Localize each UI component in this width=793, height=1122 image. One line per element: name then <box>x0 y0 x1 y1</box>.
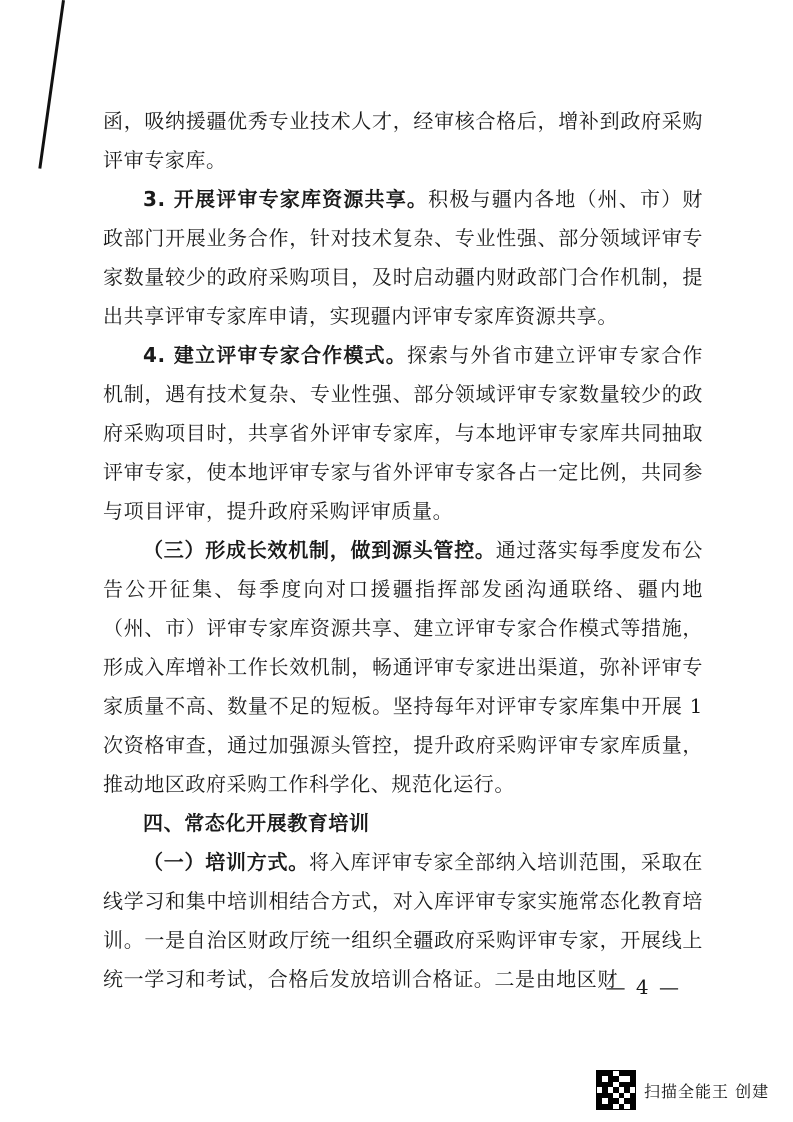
paragraph-heading: 3. 开展评审专家库资源共享。 <box>143 187 429 211</box>
paragraph-long-term-mechanism <box>103 531 703 804</box>
paragraph-heading: （一）培训方式。 <box>143 850 309 874</box>
paragraph-heading: 4. 建立评审专家合作模式。 <box>143 343 407 367</box>
paragraph-text: 积极与疆内各地（州、市）财政部门开展业务合作，针对技术复杂、专业性强、部分领域评审专家数量较少的政府采购项目，及时启动疆内财政部门合作机制，提出共享评审专家库申请，实现疆内评审专家库资源共享。 <box>103 187 703 328</box>
scan-edge-line <box>38 0 65 169</box>
paragraph-resource-sharing <box>103 180 703 336</box>
watermark-label: 扫描全能王 创建 <box>644 1081 770 1101</box>
document-body <box>103 102 703 999</box>
paragraph-text: 函，吸纳援疆优秀专业技术人才，经审核合格后，增补到政府采购评审专家库。 <box>103 109 703 172</box>
scanner-watermark <box>596 1070 769 1110</box>
paragraph-cooperation-mode <box>103 336 703 531</box>
section-heading: 四、常态化开展教育培训 <box>143 811 370 835</box>
paragraph-text: 探索与外省市建立评审专家合作机制，遇有技术复杂、专业性强、部分领域评审专家数量较少的政府采购项目时，共享省外评审专家库，与本地评审专家库共同抽取评审专家，使本地评审专家与省外评审专家各占一定比例，共同参与项目评审，提升政府采购评审质量。 <box>103 343 703 523</box>
paragraph-heading: （三）形成长效机制，做到源头管控。 <box>143 538 496 562</box>
qr-code-icon <box>596 1070 636 1110</box>
paragraph-text: 通过落实每季度发布公告公开征集、每季度向对口援疆指挥部发函沟通联络、疆内地（州、市）评审专家库资源共享、建立评审专家合作模式等措施，形成入库增补工作长效机制，畅通评审专家进出渠道，弥补评审专家质量不高、数量不足的短板。坚持每年对评审专家库集中开展 1 次资格审查，通过加强源头管控，提升政府采购评审专家库质量，推动地区政府采购工作科学化、规范化运行。 <box>103 538 704 796</box>
paragraph-continuation <box>103 102 703 180</box>
paragraph-text: 将入库评审专家全部纳入培训范围，采取在线学习和集中培训相结合方式，对入库评审专家实施常态化教育培训。一是自治区财政厅统一组织全疆政府采购评审专家，开展线上统一学习和考试，合格后发放培训合格证。二是由地区财 <box>103 850 703 991</box>
page-number: — 4 — <box>605 975 681 999</box>
